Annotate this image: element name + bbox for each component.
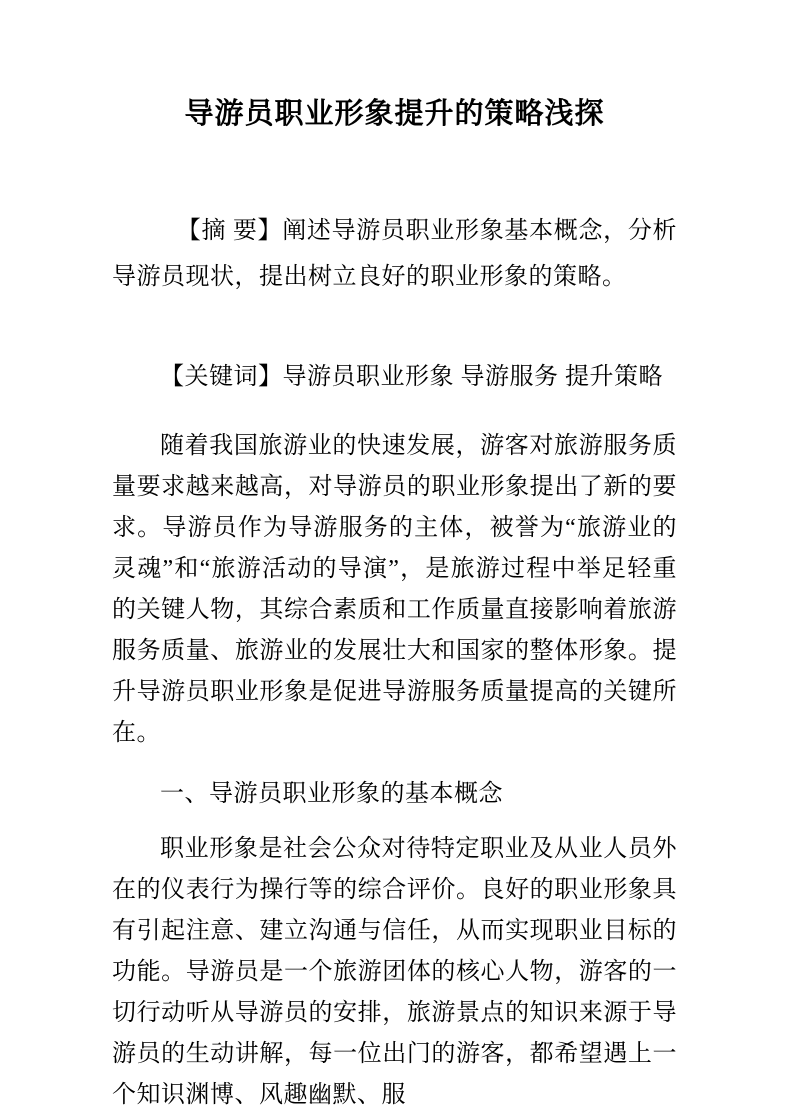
abstract-paragraph: 【摘 要】阐述导游员职业形象基本概念，分析导游员现状，提出树立良好的职业形象的策略。	[112, 218, 677, 290]
section1-paragraph: 职业形象是社会公众对待特定职业及从业人员外在的仪表行为操行等的综合评价。良好的职业形象具有引起注意、建立沟通与信任，从而实现职业目标的功能。导游员是一个旅游团体的核心人物，游客的一切行动听从导游员的安排，旅游景点的知识来源于导游员的生动讲解，每一位出门的游客，都希望遇上一个知识渊博、风趣幽默、服	[112, 836, 677, 1108]
keywords-paragraph: 【关键词】导游员职业形象 导游服务 提升策略	[160, 364, 663, 390]
document-title: 导游员职业形象提升的策略浅探	[184, 98, 605, 130]
section1-heading: 一、导游员职业形象的基本概念	[160, 781, 503, 807]
intro-paragraph: 随着我国旅游业的快速发展，游客对旅游服务质量要求越来越高，对导游员的职业形象提出了新的要求。导游员作为导游服务的主体，被誉为“旅游业的灵魂”和“旅游活动的导演”，是旅游过程中举足轻重的关键人物，其综合素质和工作质量直接影响着旅游服务质量、旅游业的发展壮大和国家的整体形象。提升导游员职业形象是促进导游服务质量提高的关键所在。	[112, 433, 677, 746]
